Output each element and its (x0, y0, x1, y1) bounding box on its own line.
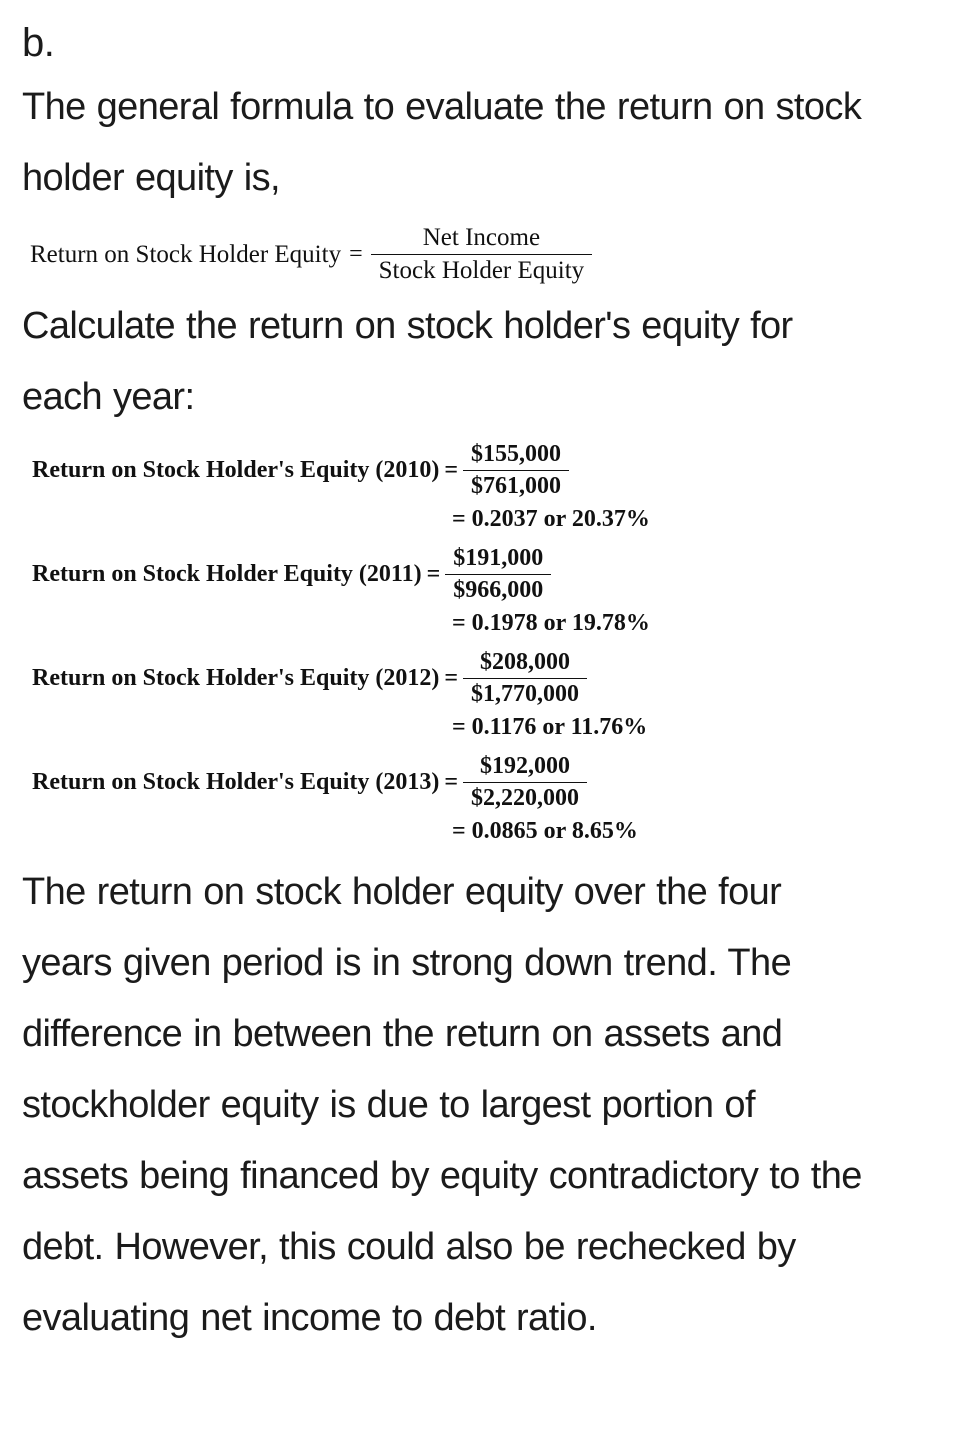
calculation-equals: = (444, 665, 459, 691)
calculation-equals: = (444, 769, 459, 795)
calculation-fraction (463, 649, 587, 708)
conclusion-line-4: stockholder equity is due to largest portion of (22, 1084, 755, 1126)
calculation-denominator: $761,000 (463, 470, 569, 500)
conclusion-line-7: evaluating net income to debt ratio. (22, 1297, 597, 1339)
calculation-numerator: $208,000 (480, 649, 571, 675)
general-formula-numerator: Net Income (422, 224, 541, 251)
calculation-result: = 0.2037 or 20.37% (452, 506, 650, 532)
calculation-fraction (463, 753, 587, 812)
conclusion-line-3: difference in between the return on assets and (22, 1013, 783, 1055)
calculation-row (32, 649, 937, 708)
conclusion-line-6: debt. However, this could also be rechecked by (22, 1226, 796, 1268)
instruction-paragraph (22, 291, 937, 433)
calculation-denominator: $1,770,000 (463, 678, 587, 708)
calculation-result: = 0.1978 or 19.78% (452, 610, 650, 636)
calculation-numerator: $192,000 (480, 753, 571, 779)
calculation-equals: = (444, 457, 459, 483)
calculation-lhs: Return on Stock Holder's Equity (2013) (32, 769, 440, 795)
calculation-lhs: Return on Stock Holder's Equity (2012) (32, 665, 440, 691)
general-formula (30, 224, 937, 285)
calculation-denominator: $2,220,000 (463, 782, 587, 812)
calculation-denominator: $966,000 (445, 574, 551, 604)
calculation-numerator: $191,000 (453, 545, 544, 571)
calculation-result: = 0.1176 or 11.76% (452, 714, 648, 740)
calculation-list (22, 441, 937, 845)
calculation-lhs: Return on Stock Holder Equity (2011) (32, 561, 422, 587)
calculation-numerator: $155,000 (471, 441, 562, 467)
intro-paragraph (22, 72, 937, 214)
calculation-row (32, 753, 937, 812)
calculation-row (32, 545, 937, 604)
calculation-lhs: Return on Stock Holder's Equity (2010) (32, 457, 440, 483)
conclusion-line-5: assets being financed by equity contradictory to the (22, 1155, 862, 1197)
conclusion-line-2: years given period is in strong down trend. The (22, 942, 792, 984)
general-formula-equals: = (349, 241, 363, 267)
general-formula-denominator: Stock Holder Equity (371, 254, 593, 285)
intro-line-1: The general formula to evaluate the return on stock (22, 86, 862, 128)
conclusion-line-1: The return on stock holder equity over the four (22, 871, 782, 913)
instruction-line-1: Calculate the return on stock holder's equity for (22, 305, 793, 347)
calculation-fraction (463, 441, 569, 500)
general-formula-fraction (371, 224, 593, 285)
section-label: b. (22, 21, 55, 65)
intro-line-2: holder equity is, (22, 157, 280, 199)
calculation-fraction (445, 545, 551, 604)
calculation-row (32, 441, 937, 500)
conclusion-paragraph (22, 857, 937, 1354)
instruction-line-2: each year: (22, 376, 195, 418)
general-formula-lhs: Return on Stock Holder Equity (30, 240, 342, 268)
calculation-equals: = (426, 561, 441, 587)
calculation-result: = 0.0865 or 8.65% (452, 818, 638, 844)
